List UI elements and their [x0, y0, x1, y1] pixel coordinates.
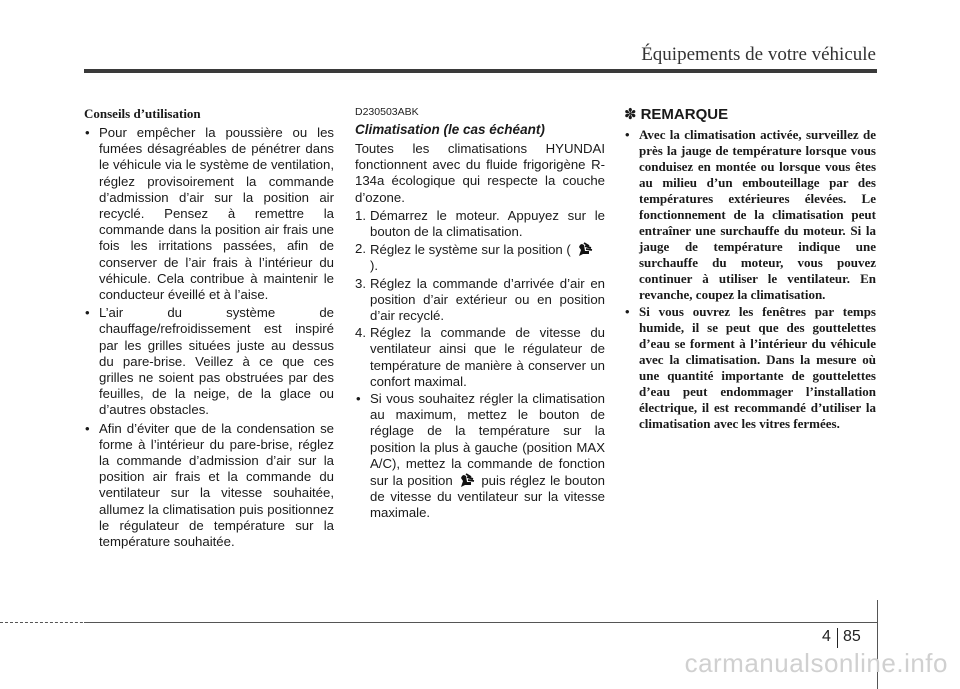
page-number: 85	[843, 628, 861, 645]
list-item: • L’air du système de chauffage/refroidissement est inspiré par les grilles situées juste au dessus du pare-brise. Veillez à ce que ces grilles ne soient pas obstruées par des feuilles, de la neige, de la glace ou d’autres obstacles.	[84, 305, 334, 418]
list-item: • Si vous souhaitez régler la climatisation au maximum, mettez le bouton de réglage de la température sur la position la plus à gauche (position MAX A/C), mettez la commande de fonction sur la position puis réglez le bouton de vitesse du ventilateur sur la vitesse maximale.	[355, 391, 605, 522]
list-item: • Pour empêcher la poussière ou les fumées désagréables de pénétrer dans le véhicule via le système de ventilation, réglez provisoirement la commande d’admission d’air sur la position air recyclé. Pensez à remettre la commande dans la position air frais une fois les irritations passées, afin de conserver de l’air frais à l’intérieur du véhicule. Cela contribue à maintenir le conducteur éveillé et à l’aise.	[84, 125, 334, 303]
list-item: • Avec la climatisation activée, surveillez de près la jauge de température lorsque vous conduisez en montée ou lorsque vous êtes au milieu d’un embouteillage par des températures extérieures élevées. Le fonctionnement de la climatisation peut entraîner une surchauffe du moteur. Si la jauge de température indique une surchauffe du moteur, vous pouvez continuer à utiliser le ventilateur. En revanche, coupez la climatisation.	[624, 127, 876, 303]
list-item: 4. Réglez la commande de vitesse du ventilateur ainsi que le régulateur de température de manière à conserver un confort maximal.	[355, 325, 605, 389]
remark-title: REMARQUE	[640, 106, 729, 123]
seat-airflow-icon	[575, 241, 595, 258]
chapter-number: 4	[822, 628, 831, 645]
intro-paragraph: Toutes les climatisations HYUNDAI fonctionnent avec du fluide frigorigène R-134a écologique qui respecte la couche d’ozone.	[355, 141, 605, 205]
header-rule	[84, 69, 877, 73]
list-item: • Si vous ouvrez les fenêtres par temps humide, il se peut que des gouttelettes d’eau se forment à l’intérieur du véhicule avec la climatisation. Dans la mesure où une quantité importante de gouttelettes d’eau peut endommager l’installation électrique, il est recommandé d’utiliser la climatisation avec les vitres fermées.	[624, 304, 876, 432]
list-item: 3. Réglez la commande d’arrivée d’air en position d’air extérieur ou en position d’air recyclé.	[355, 275, 605, 324]
page-number-separator	[837, 628, 838, 648]
column-usage-tips	[84, 106, 334, 552]
list-item: 2. Réglez le système sur la position ( ).	[355, 241, 605, 274]
watermark: carmanualsonline.info	[684, 648, 948, 678]
section-code: D230503ABK	[355, 106, 419, 118]
seat-airflow-icon	[457, 472, 477, 489]
list-item: • Afin d’éviter que de la condensation se forme à l’intérieur du pare-brise, réglez la commande d’admission d’air sur la position air frais et la commande du ventilateur sur la vitesse souhaitée, allumez la climatisation puis positionnez le régulateur de température sur la température souhaitée.	[84, 421, 334, 551]
remark-symbol: ✽	[624, 106, 637, 123]
max-ac-list	[355, 391, 605, 522]
footer-rule-solid	[84, 622, 877, 623]
tips-list	[84, 125, 334, 550]
section-subheading: Climatisation (le cas échéant)	[355, 122, 545, 137]
column-air-conditioning	[355, 106, 605, 524]
list-item: 1. Démarrez le moteur. Appuyez sur le bouton de la climatisation.	[355, 207, 605, 240]
column-remark	[624, 106, 876, 433]
remark-list	[624, 127, 876, 432]
page-header-title: Équipements de votre véhicule	[641, 44, 876, 65]
section-heading: Conseils d’utilisation	[84, 106, 201, 121]
remark-heading	[624, 106, 876, 124]
steps-list	[355, 208, 605, 390]
